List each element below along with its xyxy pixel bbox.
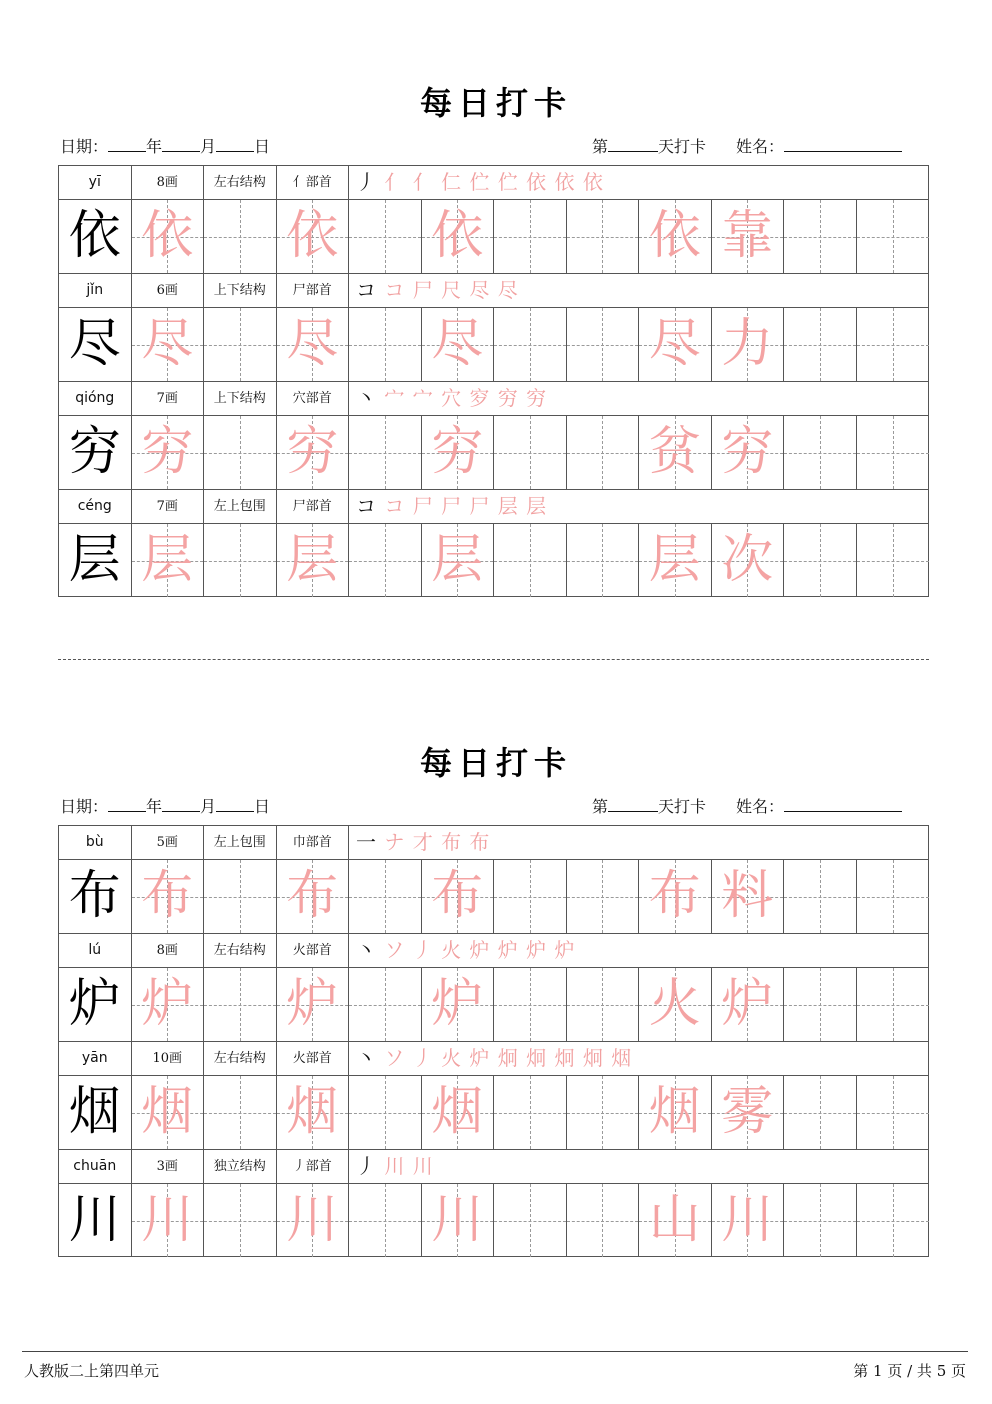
trace-character: 穷	[286, 422, 339, 482]
trace-character: 依	[431, 206, 484, 266]
stroke-order-sequence: ソ 丿 火 炉 炉 炉 炉	[377, 938, 576, 962]
character-info-row	[59, 490, 928, 524]
writing-cell[interactable]	[567, 524, 640, 597]
model-character: 川	[68, 1190, 121, 1250]
stroke-order-first: コ	[356, 494, 377, 518]
stroke-count: 10画	[132, 1042, 205, 1075]
pinyin-label: qióng	[59, 382, 132, 415]
trace-character: 层	[431, 530, 484, 590]
writing-cell[interactable]	[132, 416, 205, 489]
writing-cell[interactable]	[712, 416, 785, 489]
name-blank[interactable]	[784, 795, 902, 812]
writing-cell[interactable]	[639, 416, 712, 489]
stroke-order-first: コ	[356, 278, 377, 302]
word-trace-character: 依	[648, 206, 701, 266]
stroke-order	[350, 274, 519, 307]
writing-cell[interactable]	[494, 860, 567, 933]
writing-cell[interactable]	[857, 200, 930, 273]
writing-cell[interactable]	[784, 200, 857, 273]
writing-cell[interactable]	[639, 200, 712, 273]
writing-cell[interactable]	[784, 524, 857, 597]
month-label: 月	[200, 797, 217, 816]
writing-cell[interactable]	[349, 416, 422, 489]
word-trace-character: 贫	[648, 422, 701, 482]
year-blank[interactable]	[108, 795, 146, 812]
writing-cell[interactable]	[277, 524, 350, 597]
day-label: 日	[254, 137, 271, 156]
stroke-order-first: 一	[356, 830, 377, 854]
stroke-order-sequence: ナ 才 布 布	[377, 830, 491, 854]
word-trace-character: 炉	[721, 974, 774, 1034]
day-blank[interactable]	[216, 795, 254, 812]
practice-sheet	[0, 738, 992, 1298]
writing-cell[interactable]	[204, 1184, 277, 1257]
trace-character: 炉	[141, 974, 194, 1034]
word-trace-character: 力	[721, 314, 774, 374]
model-character: 炉	[68, 974, 121, 1034]
practice-sheet	[0, 78, 992, 638]
model-character-cell	[59, 968, 132, 1041]
stroke-order-sequence: 宀 宀 穴 穸 穷 穷	[377, 386, 548, 410]
writing-cell[interactable]	[132, 200, 205, 273]
writing-cell[interactable]	[422, 1076, 495, 1149]
writing-cell[interactable]	[494, 1184, 567, 1257]
pinyin-label: jǐn	[59, 274, 132, 307]
stroke-order-sequence: 川 川	[377, 1154, 434, 1178]
word-trace-character: 布	[648, 866, 701, 926]
writing-cell[interactable]	[639, 1076, 712, 1149]
stroke-count: 3画	[132, 1150, 205, 1183]
model-character-cell	[59, 200, 132, 273]
model-character: 烟	[68, 1082, 121, 1142]
model-character: 布	[68, 866, 121, 926]
date-label: 日期：	[60, 137, 109, 156]
writing-cell[interactable]	[712, 200, 785, 273]
day-count-suffix: 天打卡	[658, 797, 707, 816]
model-character-cell	[59, 308, 132, 381]
writing-cell[interactable]	[132, 308, 205, 381]
radical-label: 尸部首	[277, 274, 350, 307]
word-trace-character: 雾	[721, 1082, 774, 1142]
writing-cell[interactable]	[784, 860, 857, 933]
writing-cell[interactable]	[349, 200, 422, 273]
character-practice-grid	[58, 165, 929, 597]
writing-cell[interactable]	[639, 860, 712, 933]
trace-character: 层	[286, 530, 339, 590]
trace-character: 炉	[286, 974, 339, 1034]
writing-cell[interactable]	[494, 1076, 567, 1149]
footer-page-number: 第 1 页 / 共 5 页	[853, 1362, 966, 1380]
writing-cell[interactable]	[422, 860, 495, 933]
trace-character: 烟	[141, 1082, 194, 1142]
writing-cell[interactable]	[204, 308, 277, 381]
model-character-cell	[59, 1076, 132, 1149]
stroke-order	[350, 1042, 632, 1075]
writing-cell[interactable]	[857, 860, 930, 933]
word-trace-character: 次	[721, 530, 774, 590]
character-info-row	[59, 166, 928, 200]
writing-cell[interactable]	[204, 860, 277, 933]
name-label: 姓名：	[736, 137, 785, 156]
trace-character: 布	[286, 866, 339, 926]
footer-textbook-unit: 人教版二上第四单元	[24, 1362, 160, 1380]
day-count-blank[interactable]	[608, 795, 658, 812]
writing-cell[interactable]	[712, 968, 785, 1041]
trace-character: 川	[286, 1190, 339, 1250]
stroke-order-first: 丶	[356, 938, 377, 962]
stroke-order-sequence: ソ 丿 火 炉 炯 炯 炯 炯 烟	[377, 1046, 633, 1070]
writing-cell[interactable]	[712, 1184, 785, 1257]
cut-line-divider	[58, 659, 929, 660]
word-trace-character: 火	[648, 974, 701, 1034]
trace-character: 尽	[431, 314, 484, 374]
radical-label: 火部首	[277, 934, 350, 967]
trace-character: 依	[141, 206, 194, 266]
structure-type: 左右结构	[204, 166, 277, 199]
trace-character: 尽	[141, 314, 194, 374]
day-count-suffix: 天打卡	[658, 137, 707, 156]
character-writing-row	[59, 524, 928, 598]
writing-cell[interactable]	[567, 200, 640, 273]
stroke-order-first: 丶	[356, 386, 377, 410]
sheet-title: 每日打卡	[419, 84, 572, 122]
stroke-count: 8画	[132, 166, 205, 199]
model-character-cell	[59, 416, 132, 489]
writing-cell[interactable]	[422, 968, 495, 1041]
structure-type: 左右结构	[204, 934, 277, 967]
writing-cell[interactable]	[857, 416, 930, 489]
stroke-order-sequence: 亻 亻 仁 伫 伫 依 依 依	[377, 170, 604, 194]
trace-character: 依	[286, 206, 339, 266]
date-line	[60, 794, 270, 817]
radical-label: 亻部首	[277, 166, 350, 199]
day-label: 日	[254, 797, 271, 816]
writing-cell[interactable]	[422, 200, 495, 273]
name-blank[interactable]	[784, 135, 902, 152]
stroke-count: 7画	[132, 382, 205, 415]
writing-cell[interactable]	[204, 1076, 277, 1149]
stroke-order-first: 丶	[356, 1046, 377, 1070]
writing-cell[interactable]	[639, 524, 712, 597]
stroke-order	[350, 166, 604, 199]
word-trace-character: 穷	[721, 422, 774, 482]
writing-cell[interactable]	[857, 1076, 930, 1149]
stroke-order-sequence: コ 尸 尺 尽 尽	[377, 278, 519, 302]
month-blank[interactable]	[162, 795, 200, 812]
writing-cell[interactable]	[132, 968, 205, 1041]
writing-cell[interactable]	[712, 308, 785, 381]
writing-cell[interactable]	[349, 308, 422, 381]
writing-cell[interactable]	[857, 524, 930, 597]
stroke-order	[350, 826, 490, 859]
model-character-cell	[59, 860, 132, 933]
trace-character: 川	[141, 1190, 194, 1250]
pinyin-label: yān	[59, 1042, 132, 1075]
model-character: 层	[68, 530, 121, 590]
structure-type: 独立结构	[204, 1150, 277, 1183]
writing-cell[interactable]	[277, 968, 350, 1041]
stroke-order	[350, 1150, 434, 1183]
writing-cell[interactable]	[349, 1076, 422, 1149]
writing-cell[interactable]	[494, 308, 567, 381]
writing-cell[interactable]	[277, 416, 350, 489]
character-info-row	[59, 382, 928, 416]
model-character-cell	[59, 524, 132, 597]
day-count-blank[interactable]	[608, 135, 658, 152]
writing-cell[interactable]	[349, 1184, 422, 1257]
trace-character: 烟	[431, 1082, 484, 1142]
word-trace-character: 尽	[648, 314, 701, 374]
writing-cell[interactable]	[494, 416, 567, 489]
date-line	[60, 134, 270, 157]
radical-label: 尸部首	[277, 490, 350, 523]
stroke-count: 5画	[132, 826, 205, 859]
structure-type: 上下结构	[204, 382, 277, 415]
writing-cell[interactable]	[567, 1184, 640, 1257]
year-blank[interactable]	[108, 135, 146, 152]
character-info-row	[59, 274, 928, 308]
writing-cell[interactable]	[784, 968, 857, 1041]
year-label: 年	[146, 797, 163, 816]
writing-cell[interactable]	[277, 1076, 350, 1149]
writing-cell[interactable]	[857, 968, 930, 1041]
writing-cell[interactable]	[204, 524, 277, 597]
word-trace-character: 靠	[721, 206, 774, 266]
word-trace-character: 烟	[648, 1082, 701, 1142]
character-writing-row	[59, 968, 928, 1042]
checkin-line	[592, 134, 902, 157]
word-trace-character: 川	[721, 1190, 774, 1250]
structure-type: 左上包围	[204, 826, 277, 859]
writing-cell[interactable]	[857, 1184, 930, 1257]
stroke-order	[350, 934, 576, 967]
footer-divider	[22, 1351, 968, 1352]
pinyin-label: céng	[59, 490, 132, 523]
writing-cell[interactable]	[132, 860, 205, 933]
radical-label: 丿部首	[277, 1150, 350, 1183]
trace-character: 层	[141, 530, 194, 590]
stroke-order	[350, 490, 547, 523]
writing-cell[interactable]	[132, 1076, 205, 1149]
trace-character: 布	[141, 866, 194, 926]
writing-cell[interactable]	[132, 524, 205, 597]
character-info-row	[59, 1150, 928, 1184]
trace-character: 穷	[141, 422, 194, 482]
structure-type: 上下结构	[204, 274, 277, 307]
writing-cell[interactable]	[639, 1184, 712, 1257]
character-writing-row	[59, 1184, 928, 1258]
character-writing-row	[59, 1076, 928, 1150]
month-label: 月	[200, 137, 217, 156]
trace-character: 布	[431, 866, 484, 926]
writing-cell[interactable]	[349, 860, 422, 933]
writing-cell[interactable]	[494, 200, 567, 273]
writing-cell[interactable]	[712, 860, 785, 933]
writing-cell[interactable]	[422, 1184, 495, 1257]
character-info-row	[59, 826, 928, 860]
radical-label: 巾部首	[277, 826, 350, 859]
writing-cell[interactable]	[639, 308, 712, 381]
stroke-order-first: 丿	[356, 1154, 377, 1178]
writing-cell[interactable]	[712, 524, 785, 597]
radical-label: 火部首	[277, 1042, 350, 1075]
month-blank[interactable]	[162, 135, 200, 152]
writing-cell[interactable]	[277, 308, 350, 381]
pinyin-label: lú	[59, 934, 132, 967]
writing-cell[interactable]	[567, 308, 640, 381]
day-count-prefix: 第	[592, 137, 609, 156]
trace-character: 尽	[286, 314, 339, 374]
writing-cell[interactable]	[277, 1184, 350, 1257]
day-blank[interactable]	[216, 135, 254, 152]
pinyin-label: yī	[59, 166, 132, 199]
writing-cell[interactable]	[204, 968, 277, 1041]
stroke-order-sequence: コ 尸 尸 尸 层 层	[377, 494, 548, 518]
character-writing-row	[59, 416, 928, 490]
writing-cell[interactable]	[494, 968, 567, 1041]
writing-cell[interactable]	[784, 1076, 857, 1149]
writing-cell[interactable]	[422, 308, 495, 381]
writing-cell[interactable]	[567, 968, 640, 1041]
trace-character: 川	[431, 1190, 484, 1250]
word-trace-character: 山	[648, 1190, 701, 1250]
writing-cell[interactable]	[784, 308, 857, 381]
writing-cell[interactable]	[494, 524, 567, 597]
writing-cell[interactable]	[639, 968, 712, 1041]
model-character: 穷	[68, 422, 121, 482]
character-practice-grid	[58, 825, 929, 1257]
checkin-line	[592, 794, 902, 817]
stroke-count: 6画	[132, 274, 205, 307]
year-label: 年	[146, 137, 163, 156]
pinyin-label: bù	[59, 826, 132, 859]
sheet-title: 每日打卡	[419, 744, 572, 782]
structure-type: 左上包围	[204, 490, 277, 523]
writing-cell[interactable]	[422, 524, 495, 597]
writing-cell[interactable]	[567, 860, 640, 933]
model-character-cell	[59, 1184, 132, 1257]
writing-cell[interactable]	[277, 200, 350, 273]
trace-character: 炉	[431, 974, 484, 1034]
word-trace-character: 层	[648, 530, 701, 590]
character-writing-row	[59, 200, 928, 274]
writing-cell[interactable]	[132, 1184, 205, 1257]
writing-cell[interactable]	[349, 968, 422, 1041]
stroke-order	[350, 382, 547, 415]
stroke-count: 7画	[132, 490, 205, 523]
writing-cell[interactable]	[784, 416, 857, 489]
word-trace-character: 料	[721, 866, 774, 926]
writing-cell[interactable]	[712, 1076, 785, 1149]
writing-cell[interactable]	[422, 416, 495, 489]
writing-cell[interactable]	[349, 524, 422, 597]
stroke-count: 8画	[132, 934, 205, 967]
trace-character: 烟	[286, 1082, 339, 1142]
model-character: 依	[68, 206, 121, 266]
date-label: 日期：	[60, 797, 109, 816]
day-count-prefix: 第	[592, 797, 609, 816]
radical-label: 穴部首	[277, 382, 350, 415]
character-info-row	[59, 1042, 928, 1076]
writing-cell[interactable]	[567, 416, 640, 489]
writing-cell[interactable]	[857, 308, 930, 381]
writing-cell[interactable]	[277, 860, 350, 933]
character-writing-row	[59, 308, 928, 382]
writing-cell[interactable]	[204, 416, 277, 489]
pinyin-label: chuān	[59, 1150, 132, 1183]
character-writing-row	[59, 860, 928, 934]
writing-cell[interactable]	[784, 1184, 857, 1257]
name-label: 姓名：	[736, 797, 785, 816]
model-character: 尽	[68, 314, 121, 374]
stroke-order-first: 丿	[356, 170, 377, 194]
writing-cell[interactable]	[204, 200, 277, 273]
character-info-row	[59, 934, 928, 968]
structure-type: 左右结构	[204, 1042, 277, 1075]
writing-cell[interactable]	[567, 1076, 640, 1149]
trace-character: 穷	[431, 422, 484, 482]
